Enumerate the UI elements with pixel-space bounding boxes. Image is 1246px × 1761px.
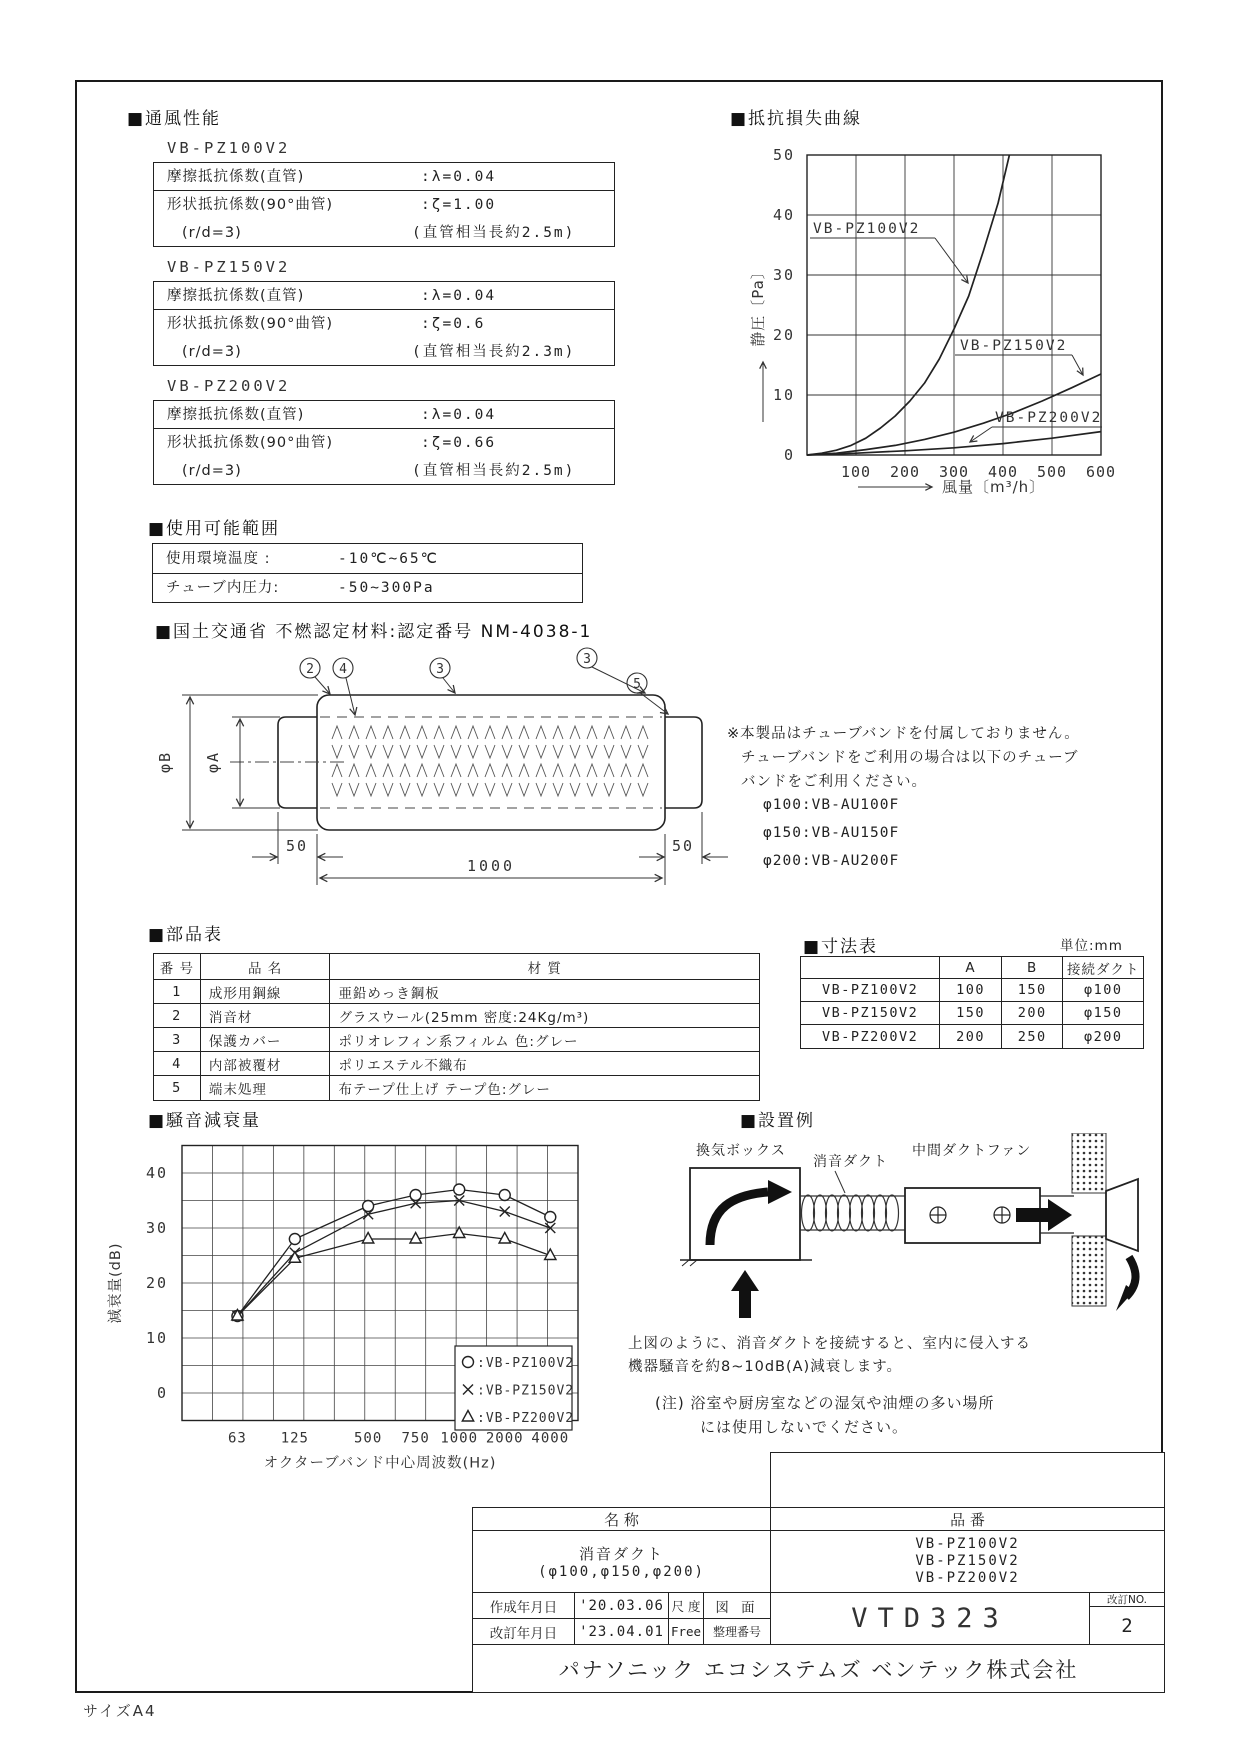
table-cell: 成形用鋼線 (201, 980, 331, 1004)
section-title-installation: ■設置例 (740, 1111, 816, 1131)
legend-entry: :VB-PZ100V2 (477, 1356, 575, 1371)
installation-warning-line: には使用しないでください。 (700, 1418, 909, 1436)
table-cell: 内部被覆材 (201, 1052, 331, 1076)
label-leader (835, 1171, 845, 1193)
company-name-cell: パナソニック エコシステムズ ベンテック株式会社 (472, 1644, 1165, 1693)
vent-table-row (154, 219, 614, 248)
callout-leaders (315, 667, 668, 715)
x-tick-label: 1000 (440, 1430, 479, 1447)
y-tick-label: 50 (772, 146, 795, 164)
callout-5: 5 (633, 677, 641, 692)
dim-table-unit: 単位:mm (1060, 938, 1123, 954)
vent-table-row (154, 282, 614, 310)
vent-row-value: (直管相当長約2.3m) (412, 344, 576, 360)
table-row (154, 1052, 759, 1076)
mid-fan-label: 中間ダクトファン (912, 1143, 1032, 1159)
x-tick-label: 100 (840, 463, 872, 481)
table-cell: 4 (154, 1052, 201, 1076)
table-row (154, 980, 759, 1004)
table-row (801, 1025, 1143, 1048)
airflow-curved-arrow (710, 1192, 768, 1245)
hatch-row (332, 745, 648, 758)
column-header: 品 名 (201, 954, 331, 980)
revised-date-value: '23.04.01 (574, 1618, 669, 1645)
vent-row-label: 形状抵抗係数(90°曲管) (167, 316, 334, 332)
vent-row-value: :ζ=0.6 (421, 316, 486, 332)
intake-up-arrow (731, 1270, 759, 1318)
x-tick-label: 400 (987, 463, 1019, 481)
vent-row-label: (r/d=3) (182, 344, 242, 360)
callout-3b: 3 (583, 652, 591, 667)
exterior-hood (1106, 1179, 1138, 1251)
y-tick-label: 20 (772, 326, 795, 344)
mlit-certification-note: ■国土交通省 不燃認定材料:認定番号 NM-4038-1 (155, 622, 593, 642)
parts-table (153, 953, 760, 1101)
revision-no-value: 2 (1089, 1606, 1165, 1645)
duct-right-cuff (665, 717, 702, 808)
y-axis-label: 静圧〔Pa〕 (749, 263, 767, 347)
y-tick-label: 40 (772, 206, 795, 224)
section-title-noise-attenuation: ■騒音減衰量 (148, 1111, 262, 1131)
vent-row-value: (直管相当長約2.5m) (412, 225, 576, 241)
table-cell: 亜鉛めっき鋼板 (330, 980, 759, 1004)
callout-3a: 3 (436, 662, 444, 677)
column-header (801, 957, 940, 979)
table-cell: ポリオレフィン系フィルム 色:グレー (330, 1028, 759, 1052)
silencer-duct-label: 消音ダクト (813, 1154, 888, 1170)
tube-band-model-150: φ150:VB-AU150F (763, 825, 900, 841)
section-title-dim-table: ■寸法表 (803, 937, 879, 957)
revision-no-label: 改訂NO. (1089, 1592, 1165, 1607)
vent-row-value: :λ=0.04 (421, 288, 497, 304)
vent-row-label: (r/d=3) (182, 463, 242, 479)
table-row (801, 1002, 1143, 1025)
hatch-row (332, 726, 648, 739)
vent-table-row (154, 310, 614, 338)
series-VB-PZ100V2 (232, 1184, 556, 1322)
dim-label-phi-a: φA (204, 750, 222, 774)
vent-row-value: :λ=0.04 (421, 407, 497, 423)
curve-label-VB-PZ100V2: VB-PZ100V2 (813, 221, 921, 237)
table-cell: 布テープ仕上げ テープ色:グレー (338, 1082, 551, 1098)
product-name: 消音ダクト (578, 1545, 664, 1563)
dim-label-50-right: 50 (671, 837, 695, 855)
dim-label-1000: 1000 (466, 857, 516, 875)
created-date-label: 作成年月日 (472, 1592, 575, 1619)
table-row (154, 1004, 759, 1028)
product-name-cell (472, 1530, 771, 1593)
vent-box-label: 換気ボックス (696, 1143, 786, 1159)
curve-label-VB-PZ150V2: VB-PZ150V2 (960, 338, 1068, 354)
table-cell: 100 (940, 979, 1002, 1002)
table-cell: ポリエステル不織布 (330, 1052, 759, 1076)
curve-VB-PZ100V2 (807, 155, 1009, 455)
table-cell: VB-PZ150V2 (801, 1002, 940, 1025)
paper-size-label: サイズA4 (83, 1702, 157, 1720)
x-tick-label: 4000 (531, 1430, 570, 1447)
table-cell: 保護カバー (201, 1028, 331, 1052)
table-row (154, 1076, 759, 1100)
y-tick-label: 10 (772, 386, 795, 404)
silencer-duct (800, 1195, 905, 1231)
x-tick-label: 63 (228, 1430, 247, 1447)
vent-table-row (154, 401, 614, 429)
tube-band-note-line: チューブバンドをご利用の場合は以下のチューブ (741, 750, 1079, 766)
y-tick-label: 0 (156, 1384, 168, 1402)
y-axis-label: 減衰量(dB) (108, 1242, 124, 1324)
resistance-loss-chart (640, 100, 1120, 510)
table-cell: φ150 (1063, 1002, 1143, 1025)
dimension-lines (182, 695, 728, 885)
created-date-value: '20.03.06 (574, 1592, 669, 1619)
section-title-parts-table: ■部品表 (148, 925, 224, 945)
x-tick-label: 200 (889, 463, 921, 481)
vent-table-row (154, 457, 614, 486)
x-tick-label: 300 (938, 463, 970, 481)
column-header: 接続ダクト (1063, 957, 1143, 979)
section-title-vent-performance: ■通風性能 (127, 109, 222, 129)
hatch-row (332, 783, 648, 796)
product-sizes: (φ100,φ150,φ200) (538, 1564, 705, 1580)
hatch-row (332, 764, 648, 777)
duct-outer-shell (317, 695, 665, 830)
table-cell: φ200 (1083, 1028, 1123, 1045)
revised-date-label: 改訂年月日 (472, 1618, 575, 1645)
table-row (154, 1028, 759, 1052)
callout-2: 2 (306, 662, 314, 677)
callout-circles (300, 648, 647, 693)
scale-label: 尺 度 (668, 1592, 704, 1619)
vent-row-label: 摩擦抵抗係数(直管) (167, 407, 305, 423)
installation-caption-line: 機器騒音を約8~10dB(A)減衰します。 (628, 1359, 903, 1375)
legend (455, 1346, 574, 1430)
legend-entry: :VB-PZ200V2 (477, 1411, 575, 1426)
column-header: 材 質 (330, 954, 759, 980)
table-cell: 端末処理 (201, 1076, 331, 1100)
x-tick-label: 600 (1085, 463, 1117, 481)
column-header: A (940, 957, 1002, 979)
table-cell: 1 (154, 980, 201, 1004)
part-number: VB-PZ200V2 (915, 1570, 1020, 1586)
name-header-cell: 名 称 (472, 1507, 771, 1531)
usable-range-table (152, 543, 583, 603)
usable-range-row-temp (153, 544, 582, 574)
vent-table-row (154, 163, 614, 191)
usable-range-value: -10℃~65℃ (338, 551, 439, 567)
table-cell: φ100 (1063, 979, 1143, 1002)
airflow-arr-head (768, 1180, 792, 1204)
wall (1072, 1133, 1138, 1306)
vent-model-table (153, 281, 615, 366)
vent-row-label: 摩擦抵抗係数(直管) (167, 288, 305, 304)
noise-attenuation-chart (100, 1125, 600, 1490)
installation-warning-line: (注) 浴室や厨房室などの湿気や油煙の多い場所 (655, 1394, 995, 1412)
vent-row-value: :ζ=0.66 (421, 435, 497, 451)
vent-row-label: 摩擦抵抗係数(直管) (167, 169, 305, 185)
vent-box (680, 1168, 812, 1266)
y-tick-label: 0 (783, 446, 795, 464)
dim-label-50-left: 50 (285, 837, 309, 855)
table-cell: 150 (940, 1002, 1002, 1025)
table-header-row (154, 954, 759, 980)
sheet-label: 図 面 (703, 1592, 771, 1619)
serial-number-label: 整理番号 (703, 1618, 771, 1645)
vent-row-value: :ζ=1.00 (421, 197, 497, 213)
x-tick-label: 750 (401, 1430, 430, 1447)
callout-4: 4 (339, 662, 347, 677)
series-VB-PZ200V2 (232, 1227, 556, 1320)
installation-caption-line: 上図のように、消音ダクトを接続すると、室内に侵入する (628, 1336, 1031, 1352)
vent-model-name: VB-PZ200V2 (167, 377, 291, 395)
vent-row-value: (直管相当長約2.5m) (412, 463, 576, 479)
table-cell: 2 (154, 1004, 201, 1028)
vent-table-row (154, 338, 614, 367)
table-cell: VB-PZ200V2 (801, 1025, 940, 1048)
vent-model-table (153, 162, 615, 247)
table-cell: 200 (940, 1025, 1002, 1048)
vent-model-name: VB-PZ150V2 (167, 258, 291, 276)
tube-band-model-200: φ200:VB-AU200F (763, 853, 900, 869)
duct-inner-liner (230, 717, 662, 808)
title-block-empty-cell (770, 1452, 1165, 1508)
vent-row-label: 形状抵抗係数(90°曲管) (167, 435, 334, 451)
table-cell: VB-PZ100V2 (801, 979, 940, 1002)
vent-model-table (153, 400, 615, 485)
y-tick-label: 30 (772, 266, 795, 284)
dimension-table (800, 956, 1144, 1049)
section-title-resistance-curve: ■抵抗損失曲線 (730, 109, 863, 129)
x-tick-label: 2000 (485, 1430, 524, 1447)
vent-table-row (154, 191, 614, 219)
y-tick-label: 10 (145, 1329, 168, 1347)
duct-technical-drawing (140, 640, 730, 895)
table-cell: 150 (1002, 979, 1064, 1002)
vent-model-name: VB-PZ100V2 (167, 139, 291, 157)
table-cell: 200 (1002, 1002, 1064, 1025)
legend-entry: :VB-PZ150V2 (477, 1383, 575, 1399)
part-numbers-cell (770, 1530, 1165, 1593)
tube-band-note-line: ※本製品はチューブバンドを付属しておりません。 (727, 726, 1080, 742)
part-number: VB-PZ150V2 (915, 1553, 1020, 1569)
x-tick-label: 125 (280, 1430, 310, 1447)
column-header: B (1002, 957, 1064, 979)
x-axis-label: 風量〔m³/h〕 (942, 478, 1046, 496)
usable-range-label: チューブ内圧力: (166, 580, 280, 596)
y-tick-label: 20 (145, 1274, 168, 1292)
usable-range-row-pressure (153, 574, 582, 603)
vent-performance-tables (153, 139, 615, 496)
section-title-usable-range: ■使用可能範囲 (148, 519, 281, 539)
y-tick-label: 30 (145, 1219, 168, 1237)
column-header: 番 号 (154, 954, 201, 980)
scale-value: Free (668, 1618, 704, 1645)
table-cell: 5 (154, 1076, 201, 1100)
vent-row-label: 形状抵抗係数(90°曲管) (167, 197, 334, 213)
tube-band-note-line: バンドをご利用ください。 (741, 774, 927, 790)
table-cell: 3 (154, 1028, 201, 1052)
usable-range-label: 使用環境温度 : (166, 551, 271, 567)
dim-label-phi-b: φB (156, 750, 174, 774)
vent-table-row (154, 429, 614, 457)
tube-band-model-100: φ100:VB-AU100F (763, 797, 900, 813)
part-number: VB-PZ100V2 (915, 1536, 1020, 1552)
x-axis-label: オクターブバンド中心周波数(Hz) (263, 1455, 497, 1472)
vent-row-label: (r/d=3) (182, 225, 242, 241)
exhaust-right-arrow (1016, 1199, 1072, 1231)
table-row (801, 979, 1143, 1002)
x-tick-label: 500 (353, 1430, 383, 1447)
x-tick-label: 500 (1036, 463, 1068, 481)
table-cell: グラスウール(25mm 密度:24Kg/m³) (330, 1004, 759, 1028)
table-cell: 250 (1002, 1025, 1064, 1048)
installation-diagram (680, 1133, 1165, 1333)
table-cell: 消音材 (201, 1004, 331, 1028)
y-tick-label: 40 (145, 1164, 168, 1182)
drawing-number-cell: VTD323 (770, 1592, 1090, 1645)
curve-label-VB-PZ200V2: VB-PZ200V2 (995, 410, 1103, 426)
vent-row-value: :λ=0.04 (421, 169, 497, 185)
part-number-header-cell: 品 番 (770, 1507, 1165, 1531)
usable-range-value: -50~300Pa (338, 580, 435, 596)
glass-wool-hatch (332, 726, 648, 796)
table-header-row (801, 957, 1143, 979)
